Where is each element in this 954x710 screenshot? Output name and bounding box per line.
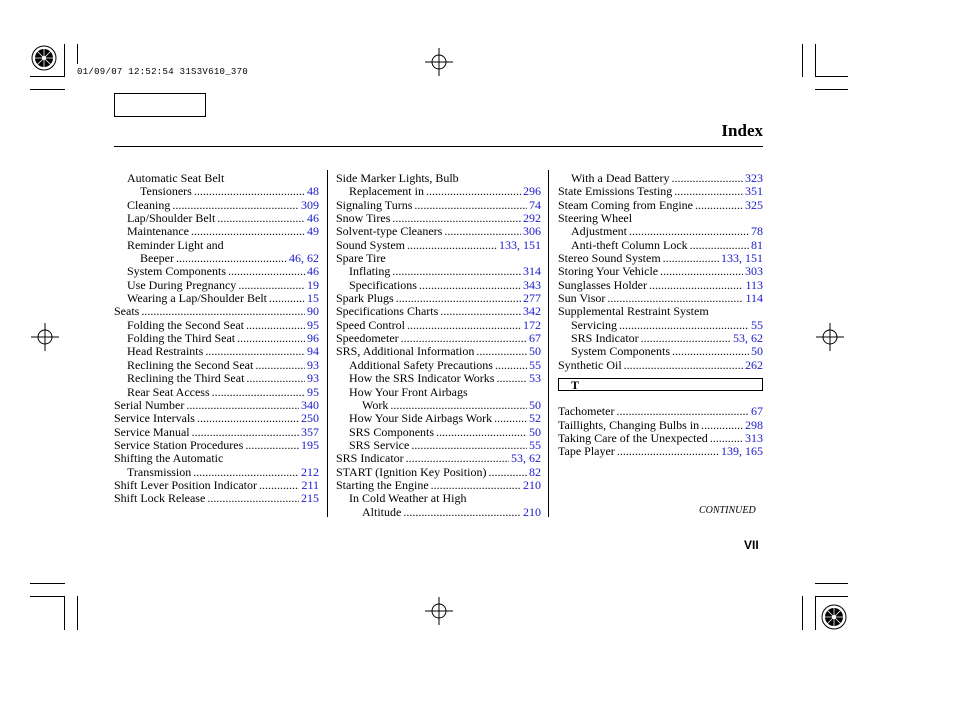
page-reference-link[interactable]: 314	[523, 264, 541, 279]
leader-dots	[660, 265, 743, 278]
leader-dots	[197, 412, 299, 425]
registration-target-icon	[425, 48, 453, 76]
leader-dots	[191, 225, 305, 238]
index-entry-term: Starting the Engine	[336, 477, 429, 492]
index-entry-term: How Your Front Airbags	[349, 384, 468, 399]
leader-dots	[186, 399, 299, 412]
index-entry	[114, 439, 319, 452]
index-entry-term: Folding the Second Seat	[127, 317, 244, 332]
index-entry-term: Solvent-type Cleaners	[336, 224, 443, 239]
index-entry	[114, 265, 319, 278]
index-entry	[336, 412, 541, 425]
index-entry-term: Shifting the Automatic	[114, 451, 224, 466]
leader-dots	[426, 185, 521, 198]
page-reference-link[interactable]: 113	[745, 277, 763, 292]
index-entry-term: SRS Components	[349, 424, 435, 439]
index-entry	[114, 319, 319, 332]
index-entry	[114, 479, 319, 492]
column-divider	[327, 170, 328, 517]
index-entry-term: Rear Seat Access	[127, 384, 210, 399]
leader-dots	[672, 345, 749, 358]
index-entry-term: Service Manual	[114, 424, 190, 439]
page-reference-link[interactable]: 55	[529, 437, 541, 452]
index-entry	[336, 172, 541, 185]
starburst-mark-icon	[30, 44, 58, 72]
index-entry	[336, 452, 541, 465]
index-entry-term: Lap/Shoulder Belt	[127, 211, 216, 226]
leader-dots	[414, 199, 527, 212]
index-column-3	[558, 172, 763, 459]
page-reference-link[interactable]: 250	[301, 411, 319, 426]
index-entry	[558, 172, 763, 185]
leader-dots	[690, 239, 749, 252]
index-entry	[336, 252, 541, 265]
leader-dots	[403, 506, 521, 519]
page-reference-link[interactable]: 95	[307, 317, 319, 332]
crop-mark	[815, 596, 816, 630]
page-reference-link[interactable]: 49	[307, 224, 319, 239]
leader-dots	[212, 386, 305, 399]
leader-dots	[619, 319, 749, 332]
index-entry	[336, 466, 541, 479]
index-entry	[114, 452, 319, 465]
page-reference-link[interactable]: 53, 62	[733, 331, 763, 346]
index-entry-term: Spare Tire	[336, 251, 386, 266]
page-reference-link[interactable]: 81	[751, 237, 763, 252]
leader-dots	[444, 225, 521, 238]
index-entry-term: Snow Tires	[336, 211, 391, 226]
index-entry	[558, 239, 763, 252]
index-entry	[336, 185, 541, 198]
index-entry	[336, 372, 541, 385]
index-entry-term: Additional Safety Precautions	[349, 357, 493, 372]
index-entry	[336, 386, 541, 399]
leader-dots	[217, 212, 305, 225]
index-entry	[558, 185, 763, 198]
index-entry-term: Sun Visor	[558, 291, 606, 306]
page-reference-link[interactable]: 52	[529, 411, 541, 426]
index-entry	[336, 279, 541, 292]
index-entry-term: How the SRS Indicator Works	[349, 371, 495, 386]
starburst-mark-icon	[820, 603, 848, 631]
index-entry-term: Spark Plugs	[336, 291, 394, 306]
index-entry	[336, 479, 541, 492]
leader-dots	[407, 319, 521, 332]
index-entry	[114, 386, 319, 399]
index-entry	[558, 332, 763, 345]
index-entry-term: Tensioners	[140, 184, 192, 199]
leader-dots	[488, 466, 527, 479]
index-entry	[336, 225, 541, 238]
registration-target-icon	[425, 597, 453, 625]
index-entry	[558, 445, 763, 458]
crop-mark	[815, 76, 848, 77]
leader-dots	[663, 252, 719, 265]
crop-mark	[77, 44, 78, 64]
index-entry	[558, 432, 763, 445]
index-entry	[114, 399, 319, 412]
page-reference-link[interactable]: 342	[523, 304, 541, 319]
page-reference-link[interactable]: 94	[307, 344, 319, 359]
page-reference-link[interactable]: 53, 62	[511, 451, 541, 466]
page-reference-link[interactable]: 46	[307, 211, 319, 226]
page-reference-link[interactable]: 195	[301, 437, 319, 452]
index-entry	[114, 292, 319, 305]
page-reference-link[interactable]: 298	[745, 417, 763, 432]
page-reference-link[interactable]: 50	[529, 344, 541, 359]
page-reference-link[interactable]: 262	[745, 357, 763, 372]
index-entry-term: Shift Lever Position Indicator	[114, 477, 257, 492]
index-entry	[114, 212, 319, 225]
leader-dots	[411, 439, 527, 452]
continued-label: CONTINUED	[699, 505, 756, 516]
index-entry	[336, 506, 541, 519]
index-entry	[114, 426, 319, 439]
page-reference-link[interactable]: 325	[745, 197, 763, 212]
index-entry-term: Altitude	[362, 504, 402, 519]
page-reference-link[interactable]: 19	[307, 277, 319, 292]
index-entry	[558, 252, 763, 265]
leader-dots	[176, 252, 287, 265]
index-entry	[336, 439, 541, 452]
page-reference-link[interactable]: 50	[529, 424, 541, 439]
index-entry	[558, 225, 763, 238]
index-entry	[336, 332, 541, 345]
page-reference-link[interactable]: 46	[307, 264, 319, 279]
crop-mark	[815, 583, 848, 584]
page-reference-link[interactable]: 215	[301, 491, 319, 506]
leader-dots	[607, 292, 743, 305]
index-entry-term: SRS Indicator	[571, 331, 639, 346]
index-entry	[114, 332, 319, 345]
crop-mark	[815, 596, 848, 597]
page-reference-link[interactable]: 139, 165	[721, 444, 763, 459]
index-entry	[558, 359, 763, 372]
index-entry-term: Anti-theft Column Lock	[571, 237, 688, 252]
index-entry	[336, 426, 541, 439]
index-entry	[558, 279, 763, 292]
index-entry	[114, 252, 319, 265]
leader-dots	[194, 185, 305, 198]
leader-dots	[431, 479, 521, 492]
index-entry-term: Wearing a Lap/Shoulder Belt	[127, 291, 267, 306]
page-reference-link[interactable]: 55	[751, 317, 763, 332]
crop-mark	[802, 44, 803, 77]
leader-dots	[641, 332, 731, 345]
page-reference-link[interactable]: 114	[745, 291, 763, 306]
page-reference-link[interactable]: 303	[745, 264, 763, 279]
leader-dots	[407, 239, 497, 252]
page-reference-link[interactable]: 292	[523, 211, 541, 226]
index-entry	[558, 319, 763, 332]
crop-mark	[30, 89, 65, 90]
index-entry	[336, 359, 541, 372]
leader-dots	[649, 279, 743, 292]
leader-dots	[392, 212, 521, 225]
leader-dots	[406, 452, 509, 465]
index-entry	[336, 399, 541, 412]
index-entry-term: System Components	[127, 264, 227, 279]
index-entry	[114, 412, 319, 425]
page-reference-link[interactable]: 343	[523, 277, 541, 292]
leader-dots	[616, 405, 749, 418]
index-entry	[114, 359, 319, 372]
leader-dots	[207, 492, 299, 505]
index-entry	[558, 199, 763, 212]
page-reference-link[interactable]: 306	[523, 224, 541, 239]
page-reference-link[interactable]: 309	[301, 197, 319, 212]
leader-dots	[193, 466, 299, 479]
page-reference-link[interactable]: 357	[301, 424, 319, 439]
page-reference-link[interactable]: 50	[751, 344, 763, 359]
page-reference-link[interactable]: 82	[529, 464, 541, 479]
leader-dots	[494, 412, 527, 425]
index-column-2	[336, 172, 541, 519]
index-entry	[336, 319, 541, 332]
page-reference-link[interactable]: 351	[745, 184, 763, 199]
index-entry-term: Use During Pregnancy	[127, 277, 237, 292]
crop-mark	[64, 596, 65, 630]
index-entry-term: Tachometer	[558, 404, 615, 419]
index-entry-term: Steering Wheel	[558, 211, 633, 226]
leader-dots	[695, 199, 743, 212]
leader-dots	[674, 185, 743, 198]
index-entry	[336, 292, 541, 305]
page-reference-link[interactable]: 93	[307, 371, 319, 386]
index-entry-term: SRS Indicator	[336, 451, 404, 466]
index-entry	[336, 239, 541, 252]
index-entry-term: Stereo Sound System	[558, 251, 661, 266]
section-tab-box	[114, 93, 206, 117]
page-reference-link[interactable]: 296	[523, 184, 541, 199]
page-reference-link[interactable]: 323	[745, 171, 763, 185]
leader-dots	[192, 426, 299, 439]
leader-dots	[401, 332, 527, 345]
page-reference-link[interactable]: 78	[751, 224, 763, 239]
crop-mark	[815, 44, 816, 77]
page-reference-link[interactable]: 96	[307, 331, 319, 346]
index-entry	[558, 292, 763, 305]
index-entry-term: Sunglasses Holder	[558, 277, 647, 292]
index-entry-term: Storing Your Vehicle	[558, 264, 659, 279]
index-entry-term: Reminder Light and	[127, 237, 224, 252]
page-reference-link[interactable]: 93	[307, 357, 319, 372]
page-title: Index	[721, 121, 763, 140]
index-entry	[114, 185, 319, 198]
index-entry-term: Automatic Seat Belt	[127, 171, 225, 185]
index-entry-term: Steam Coming from Engine	[558, 197, 693, 212]
page-number: VII	[744, 538, 759, 552]
page-reference-link[interactable]: 133, 151	[721, 251, 763, 266]
page-reference-link[interactable]: 46, 62	[289, 251, 319, 266]
index-entry	[558, 405, 763, 418]
index-entry-term: Transmission	[127, 464, 192, 479]
leader-dots	[624, 359, 743, 372]
leader-dots	[496, 372, 527, 385]
index-entry-term: Taking Care of the Unexpected	[558, 430, 708, 445]
index-entry	[558, 265, 763, 278]
crop-mark	[77, 596, 78, 630]
index-entry-term: With a Dead Battery	[571, 171, 670, 185]
leader-dots	[419, 279, 521, 292]
index-entry	[558, 419, 763, 432]
leader-dots	[141, 305, 305, 318]
index-entry	[336, 265, 541, 278]
page-reference-link[interactable]: 340	[301, 397, 319, 412]
index-entry-term: Tape Player	[558, 444, 615, 459]
index-entry	[336, 212, 541, 225]
leader-dots	[205, 345, 305, 358]
index-entry	[114, 239, 319, 252]
index-entry	[114, 466, 319, 479]
index-entry-term: State Emissions Testing	[558, 184, 673, 199]
index-entry-term: Beeper	[140, 251, 174, 266]
page-reference-link[interactable]: 212	[301, 464, 319, 479]
page-reference-link[interactable]: 211	[301, 477, 319, 492]
page-reference-link[interactable]: 313	[745, 430, 763, 445]
page-reference-link[interactable]: 53	[529, 371, 541, 386]
print-stamp: 01/09/07 12:52:54 31S3V610_370	[77, 67, 249, 77]
crop-mark	[815, 89, 848, 90]
header-rule	[114, 146, 763, 147]
index-entry-term: In Cold Weather at High	[349, 491, 467, 506]
leader-dots	[617, 445, 719, 458]
leader-dots	[701, 419, 743, 432]
index-entry	[558, 345, 763, 358]
index-entry-term: Folding the Third Seat	[127, 331, 236, 346]
index-entry-term: Reclining the Third Seat	[127, 371, 245, 386]
index-entry-term: Speed Control	[336, 317, 405, 332]
page-reference-link[interactable]: 15	[307, 291, 319, 306]
registration-target-icon	[31, 323, 59, 351]
section-letter: T	[571, 378, 580, 393]
index-entry-term: Service Intervals	[114, 411, 195, 426]
index-entry	[114, 372, 319, 385]
index-entry-term: Inflating	[349, 264, 391, 279]
page-reference-link[interactable]: 74	[529, 197, 541, 212]
leader-dots	[228, 265, 305, 278]
leader-dots	[440, 305, 521, 318]
index-column-1	[114, 172, 319, 506]
page-reference-link[interactable]: 90	[307, 304, 319, 319]
leader-dots	[476, 345, 527, 358]
leader-dots	[396, 292, 521, 305]
index-entry-term: SRS, Additional Information	[336, 344, 475, 359]
index-entry-term: Sound System	[336, 237, 406, 252]
crop-mark	[802, 596, 803, 630]
index-entry-term: Head Restraints	[127, 344, 204, 359]
index-entry-term: Service Station Procedures	[114, 437, 244, 452]
page-reference-link[interactable]: 277	[523, 291, 541, 306]
index-entry-term: Supplemental Restraint System	[558, 304, 709, 319]
index-entry	[114, 279, 319, 292]
index-entry-term: Adjustment	[571, 224, 627, 239]
leader-dots	[436, 426, 527, 439]
column-divider	[548, 170, 549, 517]
index-entry-term: Maintenance	[127, 224, 189, 239]
index-entry-term: Taillights, Changing Bulbs in	[558, 417, 700, 432]
index-entry-term: Replacement in	[349, 184, 424, 199]
crop-mark	[30, 596, 65, 597]
index-entry-term: Seats	[114, 304, 140, 319]
page-reference-link[interactable]: 48	[307, 184, 319, 199]
index-entry-term: Side Marker Lights, Bulb	[336, 171, 459, 185]
leader-dots	[237, 332, 305, 345]
index-entry	[114, 305, 319, 318]
leader-dots	[390, 399, 527, 412]
index-entry-term: Reclining the Second Seat	[127, 357, 254, 372]
index-entry	[114, 492, 319, 505]
index-entry-term: Signaling Turns	[336, 197, 413, 212]
index-entry	[114, 172, 319, 185]
index-entry	[558, 212, 763, 225]
page-reference-link[interactable]: 67	[751, 404, 763, 419]
leader-dots	[495, 359, 527, 372]
index-entry-term: System Components	[571, 344, 671, 359]
leader-dots	[245, 439, 299, 452]
index-entry-term: Specifications	[349, 277, 417, 292]
leader-dots	[671, 172, 743, 185]
leader-dots	[172, 199, 299, 212]
page-reference-link[interactable]: 50	[529, 397, 541, 412]
index-entry	[558, 305, 763, 318]
page-reference-link[interactable]: 210	[523, 477, 541, 492]
index-entry	[336, 345, 541, 358]
page-reference-link[interactable]: 172	[523, 317, 541, 332]
index-entry-term: How Your Side Airbags Work	[349, 411, 493, 426]
index-entry	[114, 199, 319, 212]
page-reference-link[interactable]: 210	[523, 504, 541, 519]
leader-dots	[259, 479, 299, 492]
index-entry-term: START (Ignition Key Position)	[336, 464, 487, 479]
index-entry	[114, 345, 319, 358]
index-entry-term: Work	[362, 397, 389, 412]
index-entry	[336, 492, 541, 505]
leader-dots	[710, 432, 743, 445]
leader-dots	[255, 359, 305, 372]
leader-dots	[392, 265, 521, 278]
page-reference-link[interactable]: 55	[529, 357, 541, 372]
index-entry-term: Speedometer	[336, 331, 399, 346]
page-reference-link[interactable]: 67	[529, 331, 541, 346]
leader-dots	[238, 279, 305, 292]
index-entry	[336, 305, 541, 318]
index-entry-term: Shift Lock Release	[114, 491, 206, 506]
index-entry-term: SRS Service	[349, 437, 410, 452]
index-entry	[336, 199, 541, 212]
leader-dots	[246, 372, 305, 385]
index-entry-term: Cleaning	[127, 197, 171, 212]
crop-mark	[30, 583, 65, 584]
leader-dots	[246, 319, 305, 332]
leader-dots	[269, 292, 305, 305]
index-entry	[114, 225, 319, 238]
page-reference-link[interactable]: 95	[307, 384, 319, 399]
registration-target-icon	[816, 323, 844, 351]
index-entry-term: Specifications Charts	[336, 304, 439, 319]
crop-mark	[64, 44, 65, 77]
page-reference-link[interactable]: 133, 151	[499, 237, 541, 252]
index-entry-term: Serial Number	[114, 397, 185, 412]
leader-dots	[629, 225, 749, 238]
crop-mark	[30, 76, 65, 77]
index-entry-term: Synthetic Oil	[558, 357, 622, 372]
section-letter-box	[558, 378, 763, 391]
index-entry-term: Servicing	[571, 317, 617, 332]
